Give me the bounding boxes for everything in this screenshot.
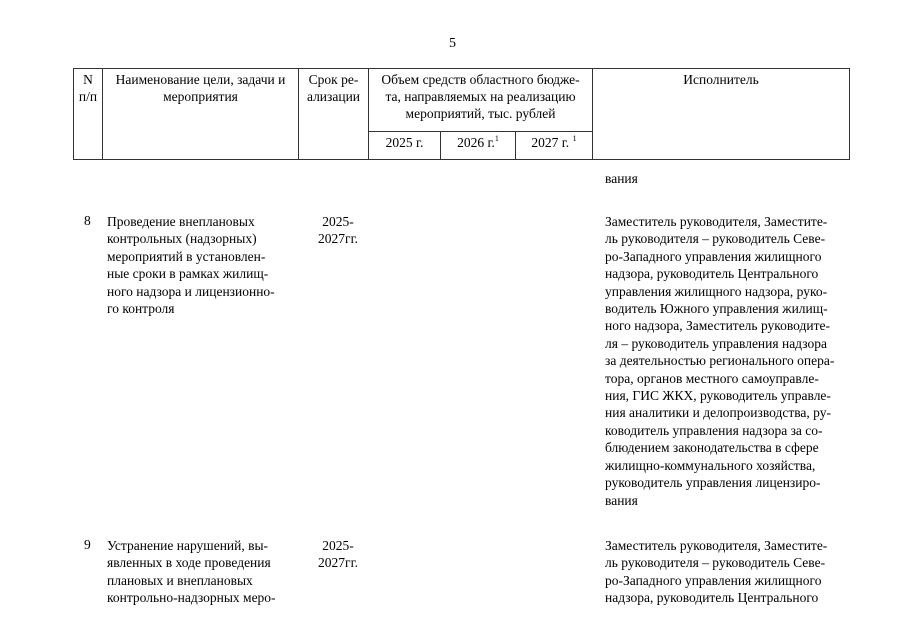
header-budget-line2: та, направляемых на реализацию [385, 89, 576, 104]
row-8-executor: Заместитель руководителя, Заместите- ль руководителя – руководитель Севе- ро-Западного управления жилищного надзора, руководитель Центрального управления жилищного надзора, руко- водитель Южного управления жилищ- ного надзора, Заместитель руководите- ля – руководитель управления надзора за деятельностью регионального опера- тора, органов местного самоуправле- ния, ГИС ЖКХ, руководитель управле- ния аналитики и делопроизводства, ру- ководитель управления надзора за со- блюдением законодательства в сфере жилищно-коммунального хозяйства, руководитель управления лицензиро- вания [605, 214, 835, 508]
row-9-number: 9 [84, 537, 91, 552]
row-9-term: 2025- 2027гг. [318, 538, 358, 571]
row-8-number: 8 [84, 213, 91, 228]
page-number: 5 [449, 36, 456, 51]
header-number-line2: п/п [78, 89, 98, 104]
header-cell-executor [593, 69, 850, 160]
row-8-name: Проведение внеплановых контрольных (надзорных) мероприятий в установлен- ные сроки в рамках жилищ- ного надзора и лицензионно- го контроля [107, 214, 275, 317]
header-budget-line1: Объем средств областного бюдже- [381, 72, 580, 87]
footnote-mark: 1 [494, 134, 499, 143]
header-term-line2: ализации [306, 89, 361, 104]
header-name-line2: мероприятия [163, 89, 238, 104]
header-year-2025: 2025 г. [369, 132, 441, 160]
header-cell-term [299, 69, 369, 160]
row-8-term: 2025- 2027гг. [318, 214, 358, 247]
row-9-name: Устранение нарушений, вы- явленных в ходе проведения плановых и внеплановых контрольно-надзорных меро- [107, 538, 276, 606]
header-year-2027: 2027 г. $^1$ [516, 132, 593, 160]
header-budget-line3: мероприятий, тыс. рублей [405, 106, 556, 121]
header-name-line1: Наименование цели, задачи и [115, 72, 286, 87]
header-cell-number [74, 69, 103, 160]
header-cell-name [103, 69, 299, 160]
header-cell-budget [369, 69, 593, 132]
header-year-2026: 2026 г.$^1$ [441, 132, 516, 160]
carryover-text: вания [605, 171, 638, 186]
footnote-mark: 1 [572, 134, 577, 143]
row-9-executor: Заместитель руководителя, Заместите- ль руководителя – руководитель Севе- ро-Западного управления жилищного надзора, руководитель Центрального [605, 538, 828, 606]
table-header [73, 68, 850, 160]
header-term-line1: Срок ре- [308, 72, 359, 87]
header-number-line1: N [83, 72, 93, 87]
header-executor-label: Исполнитель [683, 72, 759, 87]
